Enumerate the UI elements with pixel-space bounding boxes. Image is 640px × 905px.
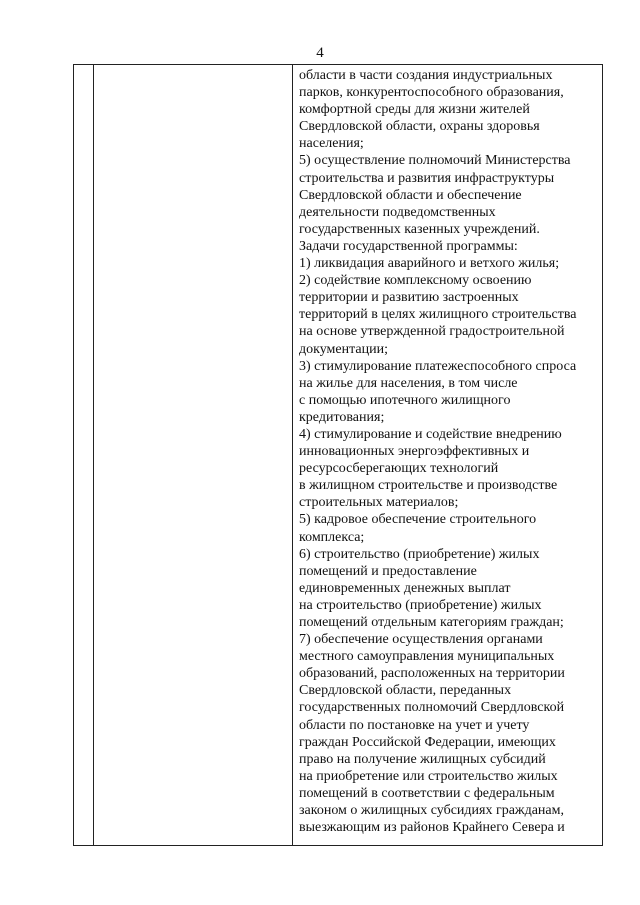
text-line: строительных материалов; <box>299 495 459 511</box>
text-line: законом о жилищных субсидиях гражданам, <box>299 803 565 819</box>
text-line: государственных казенных учреждений. <box>299 221 540 237</box>
text-line: на приобретение или строительство жилых <box>299 768 558 784</box>
text-line: Задачи государственной программы: <box>299 238 518 254</box>
text-line: единовременных денежных выплат <box>299 580 511 596</box>
text-line: территорий в целях жилищного строительства <box>299 307 577 323</box>
page-number: 4 <box>316 45 324 61</box>
column-divider-2 <box>292 65 293 845</box>
text-line: в жилищном строительстве и производстве <box>299 478 558 494</box>
text-line: кредитования; <box>299 409 385 425</box>
text-line: Свердловской области, охраны здоровья <box>299 119 540 135</box>
text-line: области в части создания индустриальных <box>299 68 553 83</box>
text-line: комфортной среды для жизни жителей <box>299 102 530 118</box>
text-line: комплекса; <box>299 529 365 545</box>
document-table <box>73 64 603 846</box>
text-line: населения; <box>299 136 364 152</box>
text-line: выезжающим из районов Крайнего Севера и <box>299 820 565 836</box>
text-line: Свердловской области, переданных <box>299 683 512 699</box>
text-line: 1) ликвидация аварийного и ветхого жилья; <box>299 256 560 272</box>
text-line: 2) содействие комплексному освоению <box>299 273 532 289</box>
text-line: области по постановке на учет и учету <box>299 717 530 733</box>
text-line: 6) строительство (приобретение) жилых <box>299 546 540 562</box>
text-line: 7) обеспечение осуществления органами <box>299 632 543 648</box>
text-line: 5) кадровое обеспечение строительного <box>299 512 537 528</box>
text-line: ресурсосберегающих технологий <box>299 461 499 477</box>
text-line: с помощью ипотечного жилищного <box>299 392 511 408</box>
text-line: деятельности подведомственных <box>299 204 496 220</box>
text-line: местного самоуправления муниципальных <box>299 649 555 665</box>
text-line: 4) стимулирование и содействие внедрению <box>299 426 562 442</box>
text-line: территории и развитию застроенных <box>299 290 519 306</box>
text-line: парков, конкурентоспособного образования, <box>299 85 564 101</box>
text-line: на жилье для населения, в том числе <box>299 375 518 391</box>
text-line: инновационных энергоэффективных и <box>299 444 530 460</box>
text-line: граждан Российской Федерации, имеющих <box>299 734 556 750</box>
text-line: образований, расположенных на территории <box>299 666 565 682</box>
text-line: 3) стимулирование платежеспособного спроса <box>299 358 577 374</box>
text-line: право на получение жилищных субсидий <box>299 751 546 767</box>
text-line: на основе утвержденной градостроительной <box>299 324 565 340</box>
text-line: помещений и предоставление <box>299 563 477 579</box>
table-cell-text <box>299 67 601 836</box>
text-line: помещений в соответствии с федеральным <box>299 785 555 801</box>
text-line: документации; <box>299 341 388 357</box>
column-divider-1 <box>93 65 94 845</box>
text-line: строительства и развития инфраструктуры <box>299 170 555 186</box>
text-line: помещений отдельным категориям граждан; <box>299 615 564 630</box>
text-line: Свердловской области и обеспечение <box>299 187 522 203</box>
text-line: на строительство (приобретение) жилых <box>299 597 542 613</box>
text-line: государственных полномочий Свердловской <box>299 700 565 716</box>
text-line: 5) осуществление полномочий Министерства <box>299 153 571 169</box>
